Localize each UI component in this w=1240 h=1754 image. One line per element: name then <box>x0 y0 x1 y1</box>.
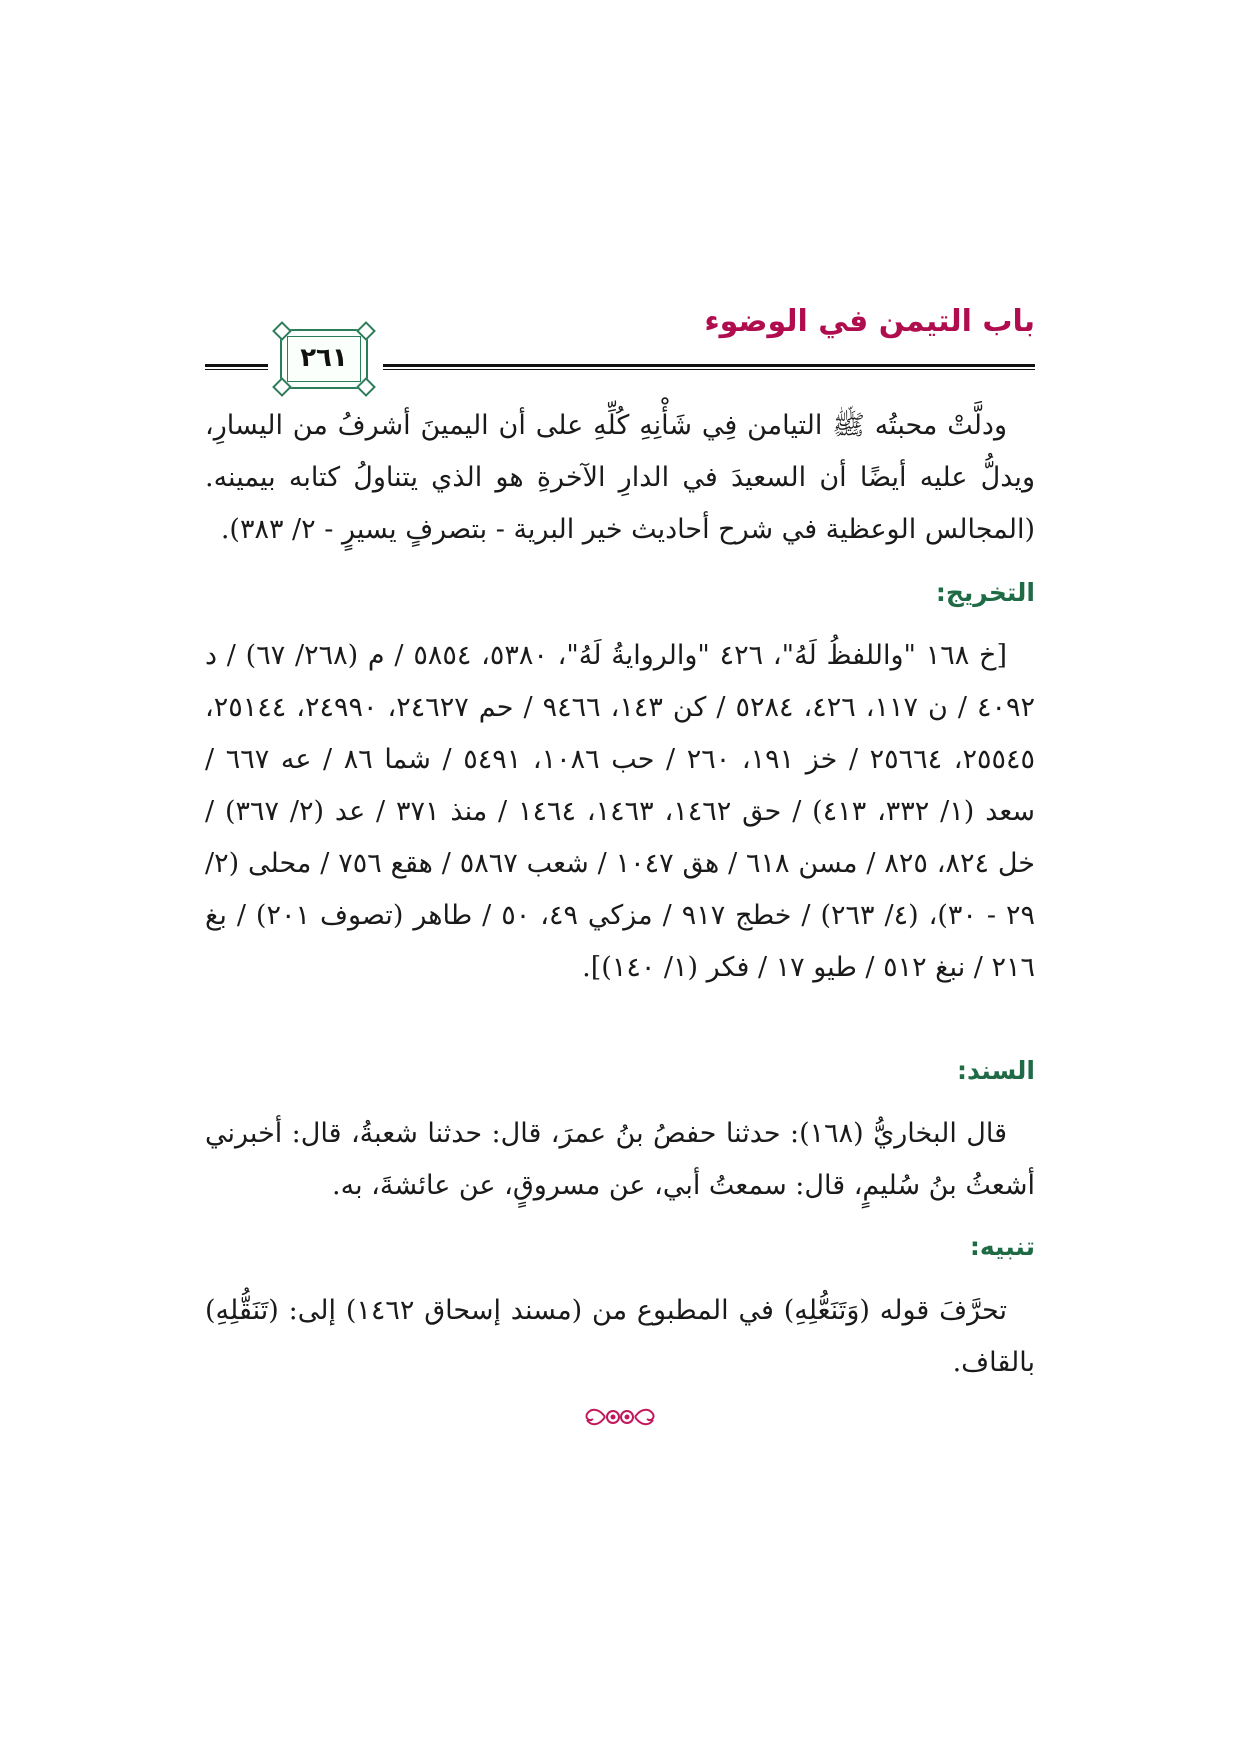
header-rule-left <box>205 364 268 370</box>
takhrij-body <box>205 630 1035 994</box>
sanad-section <box>205 1056 1035 1085</box>
sanad-body <box>205 1108 1035 1212</box>
takhrij-heading: التخريج: <box>935 578 1035 607</box>
end-ornament-icon <box>575 1402 665 1432</box>
running-title: باب التيمن في الوضوء <box>704 304 1035 339</box>
header-rule-right <box>383 364 1035 370</box>
page-header <box>205 296 1035 386</box>
intro-paragraph: ودلَّتْ محبتُه ﷺ التيامن فِي شَأْنِهِ كُلِّهِ على أن اليمينَ أشرفُ من اليسارِ، ويدلُّ عليه أيضًا أن السعيدَ في الدارِ الآخرةِ هو الذي يتناولُ كتابه بيمينه. (المجالس الوعظية في شرح أحاديث خير البرية - بتصرفٍ يسيرٍ - ٢/ ٣٨٣). <box>205 410 1035 545</box>
intro-section <box>205 400 1035 556</box>
takhrij-section <box>205 578 1035 607</box>
tanbih-body <box>205 1285 1035 1389</box>
sanad-heading: السند: <box>956 1056 1035 1085</box>
tanbih-text: تحرَّفَ قوله (وَتَنَعُّلِهِ) في المطبوع من (مسند إسحاق ١٤٦٢) إلى: (تَنَقُّلِهِ) بالقاف. <box>205 1295 1035 1378</box>
page-number: ٢٦١ <box>300 343 348 373</box>
takhrij-text: [خ ١٦٨ "واللفظُ لَهُ"، ٤٢٦ "والروايةُ لَهُ"، ٥٣٨٠، ٥٨٥٤ / م (٢٦٨/ ٦٧) / د ٤٠٩٢ / ن ١١٧، ٤٢٦، ٥٢٨٤ / كن ١٤٣، ٩٤٦٦ / حم ٢٤٦٢٧، ٢٤٩٩٠، ٢٥١٤٤، ٢٥٥٤٥، ٢٥٦٦٤ / خز ١٩١، ٢٦٠ / حب ١٠٨٦، ٥٤٩١ / شما ٨٦ / عه ٦٦٧ / سعد (١/ ٣٣٢، ٤١٣) / حق ١٤٦٢، ١٤٦٣، ١٤٦٤ / منذ ٣٧١ / عد (٢/ ٣٦٧) / خل ٨٢٤، ٨٢٥ / مسن ٦١٨ / هق ١٠٤٧ / شعب ٥٨٦٧ / هقع ٧٥٦ / محلى (٢/ ٢٩ - ٣٠)، (٤/ ٢٦٣) / خطج ٩١٧ / مزكي ٤٩، ٥٠ / طاهر (تصوف ٢٠١) / بغ ٢١٦ / نبغ ٥١٢ / طيو ١٧ / فكر (١/ ١٤٠)]. <box>205 640 1036 983</box>
tanbih-heading: تنبيه: <box>969 1232 1035 1261</box>
sanad-text: قال البخاريُّ (١٦٨): حدثنا حفصُ بنُ عمرَ، قال: حدثنا شعبةُ، قال: أخبرني أشعثُ بنُ سُليمٍ، قال: سمعتُ أبي، عن مسروقٍ، عن عائشةَ، به. <box>205 1118 1035 1201</box>
page-number-frame <box>280 329 368 389</box>
tanbih-section <box>205 1232 1035 1261</box>
